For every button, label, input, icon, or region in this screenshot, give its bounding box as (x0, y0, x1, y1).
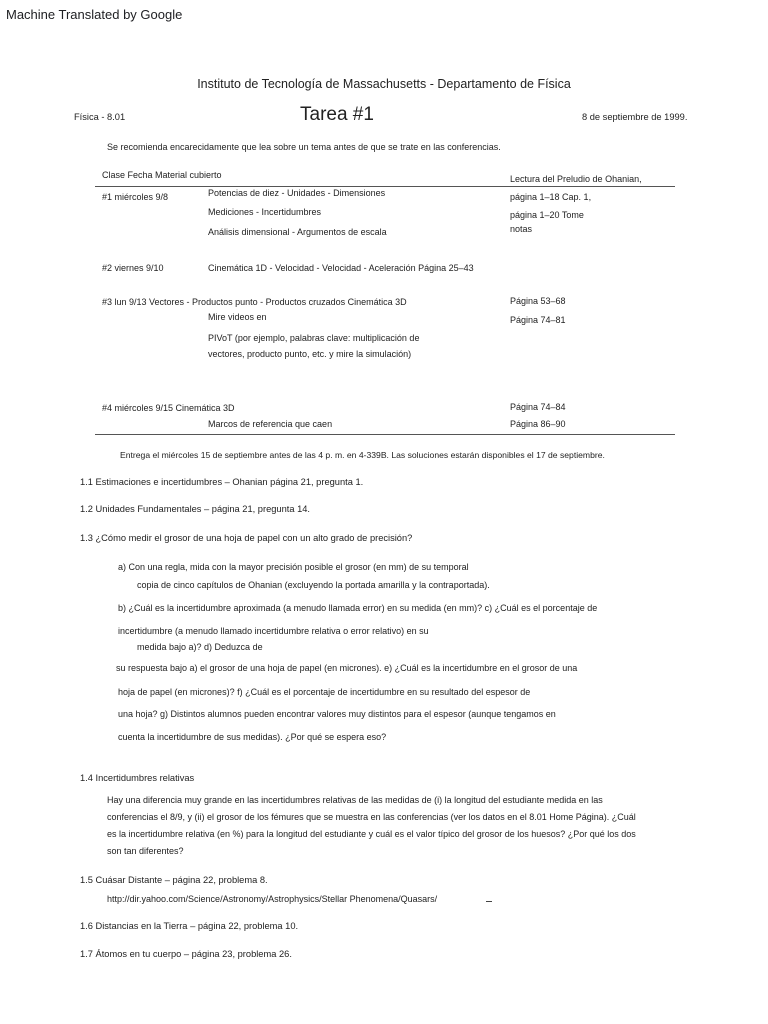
page-title: Tarea #1 (300, 104, 374, 125)
problem-1-5: 1.5 Cuásar Distante – página 22, problema 8. (80, 875, 268, 885)
table-row-topic: PIVoT (por ejemplo, palabras clave: multiplicación de (208, 333, 420, 343)
problem-1-3-line: copia de cinco capítulos de Ohanian (excluyendo la portada amarilla y la contraportada). (137, 580, 490, 590)
problem-1-6: 1.6 Distancias en la Tierra – página 22, problema 10. (80, 921, 299, 931)
table-row-reading: página 1–18 Cap. 1, (510, 192, 592, 202)
table-row-reading: Página 53–68 (510, 296, 566, 306)
problem-1-3-line: medida bajo a)? d) Deduzca de (137, 642, 263, 652)
problem-1-2: 1.2 Unidades Fundamentales – página 21, pregunta 14. (80, 504, 311, 514)
table-row-reading: página 1–20 Tome (510, 210, 584, 220)
translation-banner: Machine Translated by Google (6, 7, 183, 22)
column-header-class: Clase Fecha Material cubierto (102, 170, 222, 180)
table-row-class: #4 miércoles 9/15 Cinemática 3D (102, 403, 235, 413)
table-bottom-rule (95, 434, 675, 435)
due-note: Entrega el miércoles 15 de septiembre antes de las 4 p. m. en 4-339B. Las soluciones estarán disponibles el 17 de septiembre. (120, 450, 605, 460)
table-row-topic: vectores, producto punto, etc. y mire la simulación) (208, 349, 412, 359)
link-underscore-mark (486, 901, 492, 902)
table-row-class: #1 miércoles 9/8 (102, 192, 169, 202)
table-row-topic: Mediciones - Incertidumbres (208, 207, 322, 217)
problem-1-4: 1.4 Incertidumbres relativas (80, 773, 195, 783)
table-row-reading: Página 74–84 (510, 402, 566, 412)
problem-1-3: 1.3 ¿Cómo medir el grosor de una hoja de papel con un alto grado de precisión? (80, 533, 413, 543)
table-row-topic: Mire videos en (208, 312, 267, 322)
problem-1-3-line: incertidumbre (a menudo llamado incertidumbre relativa o error relativo) en su (118, 626, 429, 636)
problem-1-3-line: cuenta la incertidumbre de sus medidas). ¿Por qué se espera eso? (118, 732, 387, 742)
table-row-reading: Página 74–81 (510, 315, 566, 325)
problem-1-7: 1.7 Átomos en tu cuerpo – página 23, problema 26. (80, 949, 292, 959)
problem-1-4-line: es la incertidumbre relativa (en %) para la longitud del estudiante y cuál es el valor típico del grosor de los huesos? ¿Por qué los dos (107, 829, 636, 839)
table-row-reading: notas (510, 224, 533, 234)
assignment-date: 8 de septiembre de 1999. (582, 112, 688, 122)
problem-1-3-line: b) ¿Cuál es la incertidumbre aproximada (a menudo llamada error) en su medida (en mm)? c) ¿Cuál es el porcentaje de (118, 603, 598, 613)
course-code: Física - 8.01 (74, 112, 126, 122)
problem-1-4-line: son tan diferentes? (107, 846, 184, 856)
problem-1-3-line: una hoja? g) Distintos alumnos pueden encontrar valores muy distintos para el espesor (aunque tengamos en (118, 709, 556, 719)
table-row-class: #3 lun 9/13 Vectores - Productos punto - Productos cruzados Cinemática 3D (102, 297, 407, 307)
problem-1-4-line: Hay una diferencia muy grande en las incertidumbres relativas de las medidas de (i) la longitud del estudiante medida en las (107, 795, 603, 805)
table-row-topic: Potencias de diez - Unidades - Dimensiones (208, 188, 386, 198)
table-row-topic: Análisis dimensional - Argumentos de escala (208, 227, 387, 237)
problem-1-1: 1.1 Estimaciones e incertidumbres – Ohanian página 21, pregunta 1. (80, 477, 364, 487)
table-row-topic: Marcos de referencia que caen (208, 419, 333, 429)
table-row-class: #2 viernes 9/10 (102, 263, 164, 273)
column-header-reading: Lectura del Preludio de Ohanian, (510, 174, 642, 184)
intro-note: Se recomienda encarecidamente que lea sobre un tema antes de que se trate en las conferencias. (107, 142, 501, 152)
problem-1-4-line: conferencias el 8/9, y (ii) el grosor de los fémures que se muestra en las conferencias (ver los datos en el 8.01 Home Página). ¿Cuál (107, 812, 636, 822)
quasar-link[interactable]: http://dir.yahoo.com/Science/Astronomy/Astrophysics/Stellar Phenomena/Quasars/ (107, 894, 438, 904)
problem-1-3-line: a) Con una regla, mida con la mayor precisión posible el grosor (en mm) de su temporal (118, 562, 469, 572)
table-row-reading: Página 86–90 (510, 419, 566, 429)
problem-1-3-line: su respuesta bajo a) el grosor de una hoja de papel (en micrones). e) ¿Cuál es la incertidumbre en el grosor de una (116, 663, 578, 673)
institute-heading: Instituto de Tecnología de Massachusetts - Departamento de Física (197, 77, 571, 91)
table-row-topic: Cinemática 1D - Velocidad - Velocidad - Aceleración Página 25–43 (208, 263, 474, 273)
problem-1-3-line: hoja de papel (en micrones)? f) ¿Cuál es el porcentaje de incertidumbre en su resultado del espesor de (118, 687, 531, 697)
